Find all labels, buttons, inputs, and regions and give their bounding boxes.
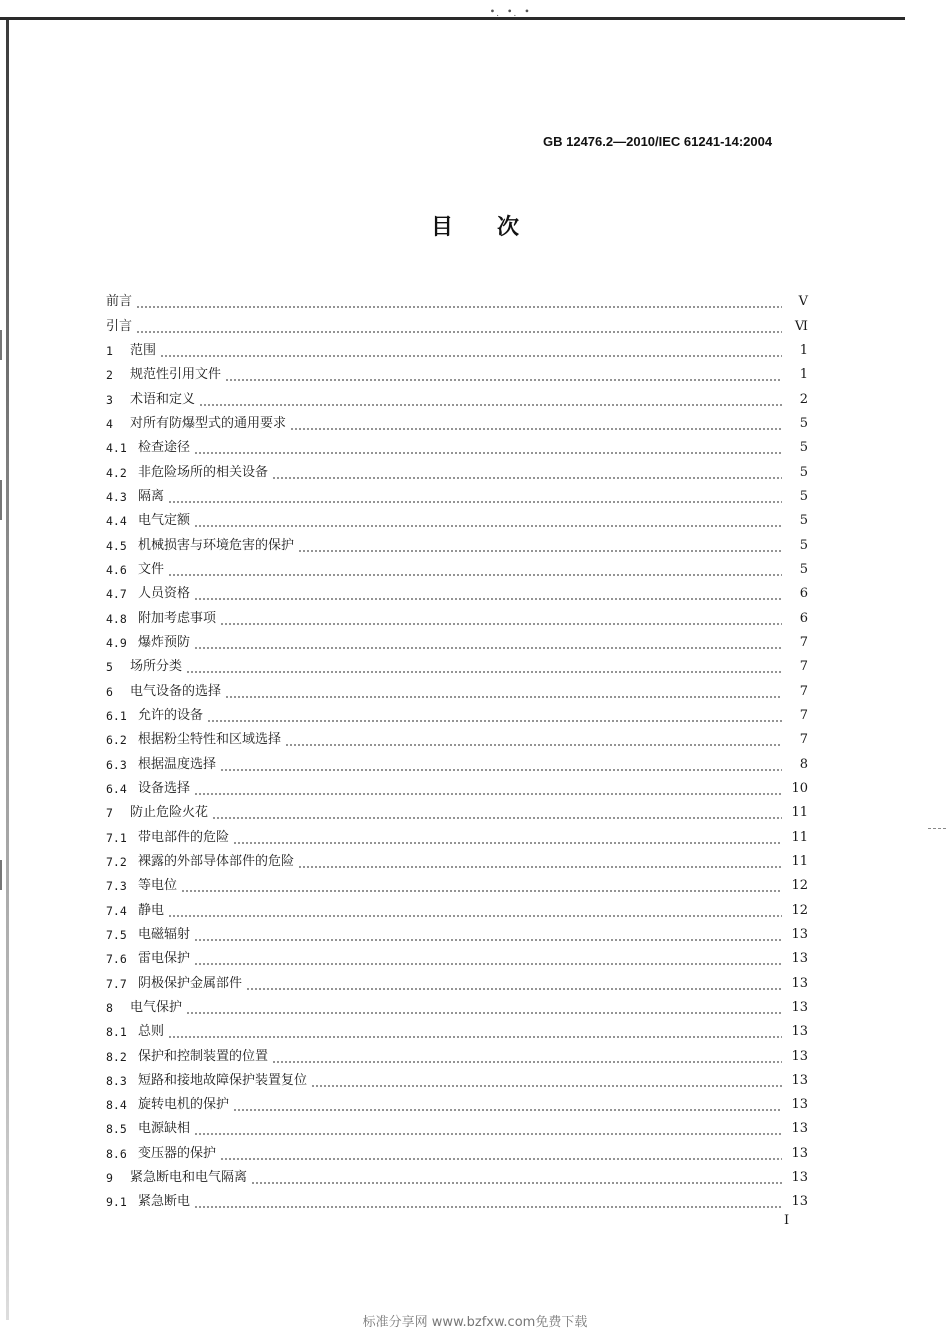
toc-entry-page: 13 [791, 1194, 808, 1210]
toc-entry [106, 554, 808, 578]
toc-entry-number: 7.1 [106, 830, 127, 845]
toc-entry-page: 12 [791, 902, 808, 918]
toc-entry-title: 等电位 [138, 878, 178, 894]
toc-entry-title: 术语和定义 [130, 391, 196, 407]
toc-entry [106, 797, 808, 821]
toc-entry-number: 7.4 [106, 903, 127, 918]
toc-entry [106, 335, 808, 359]
toc-leader-dots [136, 293, 782, 309]
toc-entry-title: 紧急断电 [138, 1194, 191, 1210]
toc-entry-title: 根据粉尘特性和区域选择 [138, 732, 282, 748]
toc-leader-dots [194, 634, 782, 650]
toc-leader-dots [225, 683, 782, 699]
toc-entry-title: 静电 [138, 902, 165, 918]
toc-entry-number: 6.3 [106, 757, 127, 772]
toc-leader-dots [272, 1048, 782, 1064]
toc-entry-page: 11 [791, 829, 808, 845]
toc-leader-dots [298, 537, 782, 553]
toc-leader-dots [186, 658, 782, 674]
toc-leader-dots [298, 853, 782, 869]
toc-entry-number: 4.8 [106, 611, 127, 626]
toc-entry-number: 7 [106, 806, 113, 821]
table-of-contents [106, 286, 808, 1210]
toc-entry [106, 1137, 808, 1161]
toc-entry-page: 13 [791, 1072, 808, 1088]
toc-entry-page: 13 [791, 951, 808, 967]
toc-entry-page: 13 [791, 926, 808, 942]
toc-entry-page: 1 [799, 367, 808, 383]
toc-entry [106, 967, 808, 991]
toc-entry-page: 10 [791, 780, 808, 796]
toc-entry-title: 对所有防爆型式的通用要求 [130, 415, 287, 431]
toc-entry-title: 电气设备的选择 [130, 683, 222, 699]
toc-entry-page: 13 [791, 975, 808, 991]
toc-leader-dots [194, 585, 782, 601]
toc-entry [106, 870, 808, 894]
toc-entry-title: 保护和控制装置的位置 [138, 1048, 269, 1064]
toc-entry [106, 456, 808, 480]
toc-leader-dots [212, 804, 782, 820]
toc-entry-page: 5 [799, 415, 808, 431]
toc-entry-page: 6 [799, 586, 808, 602]
toc-entry-page: 5 [799, 513, 808, 529]
toc-entry-number: 8.2 [106, 1049, 127, 1064]
toc-entry-page: 13 [791, 1170, 808, 1186]
toc-entry-title: 带电部件的危险 [138, 829, 230, 845]
toc-entry [106, 919, 808, 943]
toc-entry-page: 7 [799, 659, 808, 675]
toc-entry-page: 5 [799, 464, 808, 480]
toc-entry-number: 3 [106, 392, 113, 407]
toc-leader-dots [194, 926, 782, 942]
toc-leader-dots [168, 1023, 782, 1039]
toc-entry-number: 7.2 [106, 854, 127, 869]
toc-entry-title: 引言 [106, 318, 133, 334]
toc-entry-page: 5 [799, 440, 808, 456]
page-title: 目次 [430, 215, 563, 240]
toc-entry-page: Ⅴ [798, 294, 808, 310]
toc-leader-dots [272, 464, 782, 480]
toc-leader-dots [168, 561, 782, 577]
toc-entry-title: 检查途径 [138, 440, 191, 456]
toc-entry [106, 1065, 808, 1089]
toc-entry [106, 578, 808, 602]
toc-entry-page: 11 [791, 805, 808, 821]
toc-entry [106, 821, 808, 845]
toc-entry [106, 1089, 808, 1113]
toc-entry-title: 旋转电机的保护 [138, 1097, 230, 1113]
toc-entry-title: 紧急断电和电气隔离 [130, 1170, 248, 1186]
toc-entry [106, 773, 808, 797]
footer-watermark: 标准分享网 www.bzfxw.com免费下载 [362, 1315, 588, 1330]
toc-entry [106, 748, 808, 772]
toc-entry-title: 文件 [138, 561, 165, 577]
toc-entry-title: 允许的设备 [138, 707, 204, 723]
toc-entry-number: 8.1 [106, 1025, 127, 1040]
toc-leader-dots [194, 1120, 782, 1136]
toc-entry-title: 变压器的保护 [138, 1145, 217, 1161]
toc-entry [106, 1113, 808, 1137]
toc-entry-title: 前言 [106, 294, 133, 310]
toc-entry-page: 5 [799, 561, 808, 577]
toc-entry-title: 机械损害与环境危害的保护 [138, 537, 295, 553]
toc-leader-dots [194, 950, 782, 966]
toc-leader-dots [220, 1145, 782, 1161]
toc-entry-number: 6.4 [106, 781, 127, 796]
toc-leader-dots [225, 366, 782, 382]
scan-artifact [0, 860, 2, 890]
toc-entry-page: 7 [799, 634, 808, 650]
toc-entry [106, 1040, 808, 1064]
toc-entry-page: 7 [799, 732, 808, 748]
toc-entry-title: 电源缺相 [138, 1121, 191, 1137]
toc-entry [106, 432, 808, 456]
toc-leader-dots [194, 1193, 782, 1209]
toc-entry-number: 8.5 [106, 1122, 127, 1137]
toc-entry [106, 1162, 808, 1186]
toc-entry [106, 359, 808, 383]
toc-leader-dots [168, 488, 782, 504]
toc-entry-page: 8 [799, 756, 808, 772]
toc-entry-number: 2 [106, 368, 113, 383]
toc-entry-number: 4.9 [106, 635, 127, 650]
toc-entry-number: 7.6 [106, 952, 127, 967]
toc-entry [106, 992, 808, 1016]
toc-leader-dots [199, 391, 782, 407]
toc-entry [106, 481, 808, 505]
scan-artifact [928, 828, 946, 830]
toc-entry-title: 电磁辐射 [138, 926, 191, 942]
toc-entry [106, 724, 808, 748]
top-border-line [0, 17, 905, 20]
toc-leader-dots [285, 731, 782, 747]
toc-leader-dots [181, 877, 782, 893]
toc-entry-page: 7 [799, 707, 808, 723]
toc-leader-dots [246, 975, 782, 991]
toc-entry-title: 裸露的外部导体部件的危险 [138, 853, 295, 869]
toc-entry-number: 6.1 [106, 708, 127, 723]
toc-leader-dots [233, 829, 782, 845]
toc-leader-dots [251, 1169, 782, 1185]
toc-entry-number: 6.2 [106, 733, 127, 748]
toc-entry-page: 13 [791, 1048, 808, 1064]
toc-leader-dots [290, 415, 782, 431]
toc-entry-page: Ⅵ [794, 318, 808, 334]
toc-entry-page: 13 [791, 1145, 808, 1161]
toc-entry-title: 规范性引用文件 [130, 367, 222, 383]
toc-entry [106, 675, 808, 699]
toc-leader-dots [160, 342, 782, 358]
toc-entry-title: 电气定额 [138, 513, 191, 529]
toc-leader-dots [136, 318, 782, 334]
toc-entry-number: 6 [106, 684, 113, 699]
toc-entry [106, 1016, 808, 1040]
toc-entry-number: 5 [106, 660, 113, 675]
toc-entry-title: 范围 [130, 342, 157, 358]
toc-entry [106, 529, 808, 553]
toc-leader-dots [194, 439, 782, 455]
toc-entry-title: 场所分类 [130, 659, 183, 675]
toc-entry-title: 总则 [138, 1024, 165, 1040]
toc-entry-page: 13 [791, 999, 808, 1015]
toc-entry-number: 4.2 [106, 465, 127, 480]
toc-entry-title: 短路和接地故障保护装置复位 [138, 1072, 308, 1088]
toc-leader-dots [207, 707, 782, 723]
toc-entry-number: 9 [106, 1171, 113, 1186]
toc-entry [106, 1186, 808, 1210]
toc-entry [106, 846, 808, 870]
toc-entry-title: 爆炸预防 [138, 634, 191, 650]
toc-entry [106, 894, 808, 918]
toc-entry-number: 4 [106, 416, 113, 431]
toc-entry [106, 505, 808, 529]
toc-entry-page: 6 [799, 610, 808, 626]
toc-entry-number: 4.7 [106, 587, 127, 602]
toc-leader-dots [311, 1072, 782, 1088]
standard-code: GB 12476.2—2010/IEC 61241-14:2004 [543, 134, 773, 149]
scan-artifact [0, 330, 2, 360]
toc-entry-page: 5 [799, 537, 808, 553]
toc-entry [106, 700, 808, 724]
toc-entry-number: 8 [106, 1000, 113, 1015]
toc-entry-page: 12 [791, 878, 808, 894]
toc-leader-dots [186, 999, 782, 1015]
toc-entry [106, 310, 808, 334]
toc-entry [106, 602, 808, 626]
toc-entry-number: 4.3 [106, 489, 127, 504]
toc-entry-number: 1 [106, 343, 113, 358]
toc-entry [106, 286, 808, 310]
toc-leader-dots [220, 756, 782, 772]
toc-entry-title: 防止危险火花 [130, 805, 209, 821]
toc-entry [106, 408, 808, 432]
toc-entry-title: 雷电保护 [138, 951, 191, 967]
toc-leader-dots [194, 780, 782, 796]
toc-entry-page: 5 [799, 488, 808, 504]
scan-artifact: ∙ ̣ ∙ ̣ ∙ [490, 6, 532, 17]
toc-entry-number: 4.6 [106, 562, 127, 577]
toc-entry-page: 13 [791, 1097, 808, 1113]
toc-entry-number: 7.3 [106, 879, 127, 894]
toc-entry-number: 7.7 [106, 976, 127, 991]
toc-entry-title: 根据温度选择 [138, 756, 217, 772]
toc-entry-title: 非危险场所的相关设备 [138, 464, 269, 480]
toc-leader-dots [168, 902, 782, 918]
toc-entry-page: 13 [791, 1121, 808, 1137]
toc-entry-number: 4.5 [106, 538, 127, 553]
toc-entry-page: 11 [791, 853, 808, 869]
toc-entry-number: 8.4 [106, 1098, 127, 1113]
toc-entry-number: 8.6 [106, 1146, 127, 1161]
scan-artifact [0, 480, 2, 520]
toc-entry-number: 4.1 [106, 441, 127, 456]
toc-entry-title: 设备选择 [138, 780, 191, 796]
toc-entry-page: 2 [799, 391, 808, 407]
toc-entry [106, 651, 808, 675]
toc-entry-title: 电气保护 [130, 999, 183, 1015]
toc-entry [106, 627, 808, 651]
toc-entry [106, 383, 808, 407]
toc-leader-dots [233, 1096, 782, 1112]
toc-leader-dots [220, 610, 782, 626]
toc-entry-title: 附加考虑事项 [138, 610, 217, 626]
toc-entry-page: 1 [799, 342, 808, 358]
toc-entry-title: 人员资格 [138, 586, 191, 602]
toc-entry-number: 8.3 [106, 1073, 127, 1088]
toc-entry-page: 13 [791, 1024, 808, 1040]
toc-entry-number: 7.5 [106, 927, 127, 942]
toc-entry-title: 隔离 [138, 488, 165, 504]
toc-entry-title: 阴极保护金属部件 [138, 975, 243, 991]
toc-entry [106, 943, 808, 967]
toc-entry-number: 4.4 [106, 514, 127, 529]
toc-leader-dots [194, 512, 782, 528]
toc-entry-page: 7 [799, 683, 808, 699]
toc-entry-number: 9.1 [106, 1195, 127, 1210]
page-number: Ⅰ [784, 1213, 790, 1228]
